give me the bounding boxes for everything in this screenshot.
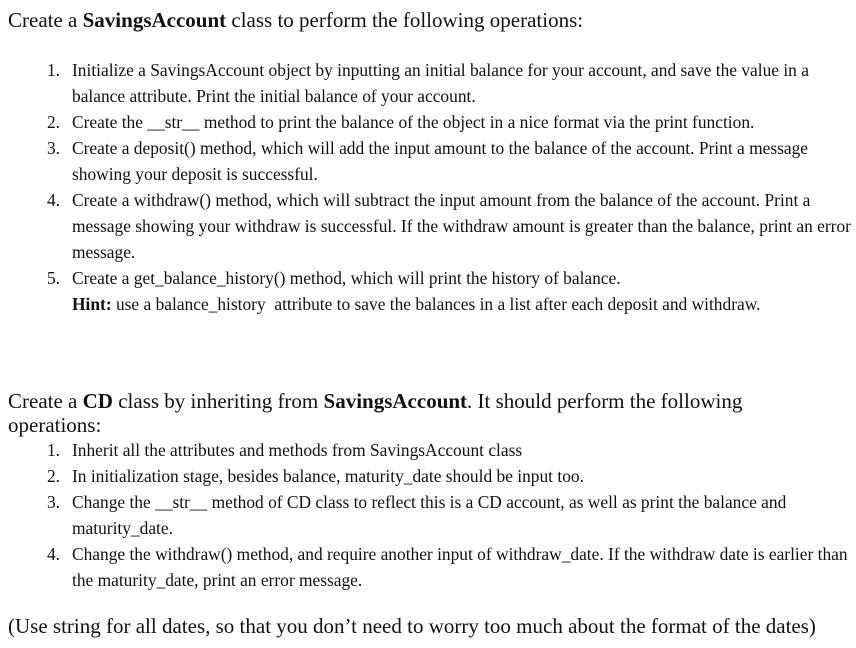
hint-text: use a balance_history attribute to save the balances in a list after each deposit and withdraw. bbox=[111, 294, 761, 314]
section2-heading-prefix: Create a bbox=[8, 389, 83, 413]
section1-heading-prefix: Create a bbox=[8, 8, 83, 32]
list-item-text: Initialize a SavingsAccount object by inputting an initial balance for your account, and save the value in a balance attribute. Print the initial balance of your account. bbox=[72, 60, 809, 106]
list-item bbox=[46, 489, 856, 541]
section2-heading-class: CD bbox=[82, 389, 113, 413]
list-item bbox=[46, 135, 856, 187]
hint-label: Hint: bbox=[72, 294, 112, 314]
list-item bbox=[46, 437, 856, 463]
hint-line bbox=[72, 291, 856, 317]
list-item-text: In initialization stage, besides balance, maturity_date should be input too. bbox=[72, 466, 584, 486]
section2-list bbox=[46, 437, 856, 593]
list-item-text: Create a withdraw() method, which will subtract the input amount from the balance of the account. Print a message showing your withdraw is successful. If the withdraw amount is greater than the balance, print an error message. bbox=[72, 190, 851, 262]
list-item-number: 2. bbox=[46, 466, 60, 486]
list-item-number: 3. bbox=[46, 492, 60, 512]
list-item-text: Create a get_balance_history() method, which will print the history of balance. bbox=[72, 268, 621, 288]
list-item-number: 1. bbox=[46, 440, 60, 460]
list-item-text: Inherit all the attributes and methods from SavingsAccount class bbox=[72, 440, 523, 460]
section2-heading-suffix: . It should perform the following operations: bbox=[8, 389, 743, 437]
list-item-text: Change the __str__ method of CD class to reflect this is a CD account, as well as print the balance and maturity_date. bbox=[72, 492, 787, 538]
list-item-number: 2. bbox=[46, 112, 60, 132]
list-item-number: 4. bbox=[46, 190, 60, 210]
list-item-number: 5. bbox=[46, 268, 60, 288]
list-item-number: 3. bbox=[46, 138, 60, 158]
section1-heading bbox=[8, 8, 583, 32]
section1-heading-class: SavingsAccount bbox=[82, 8, 227, 32]
list-item bbox=[46, 109, 856, 135]
list-item bbox=[46, 57, 856, 109]
list-item-number: 1. bbox=[46, 60, 60, 80]
list-item-text: Create a deposit() method, which will add the input amount to the balance of the account. Print a message showing your deposit is successful. bbox=[72, 138, 808, 184]
section2-heading bbox=[8, 389, 828, 437]
list-item bbox=[46, 541, 856, 593]
section2-heading-middle: class by inheriting from bbox=[112, 389, 324, 413]
footer-note: (Use string for all dates, so that you don’t need to worry too much about the format of the dates) bbox=[8, 614, 816, 638]
list-item bbox=[46, 265, 856, 317]
section1-list bbox=[46, 57, 856, 317]
section2-heading-parent: SavingsAccount bbox=[323, 389, 468, 413]
list-item-text: Change the withdraw() method, and require another input of withdraw_date. If the withdraw date is earlier than the maturity_date, print an error message. bbox=[72, 544, 848, 590]
list-item bbox=[46, 187, 856, 265]
list-item bbox=[46, 463, 856, 489]
list-item-number: 4. bbox=[46, 544, 60, 564]
section1-heading-suffix: class to perform the following operations: bbox=[226, 8, 584, 32]
list-item-text: Create the __str__ method to print the balance of the object in a nice format via the print function. bbox=[72, 112, 755, 132]
